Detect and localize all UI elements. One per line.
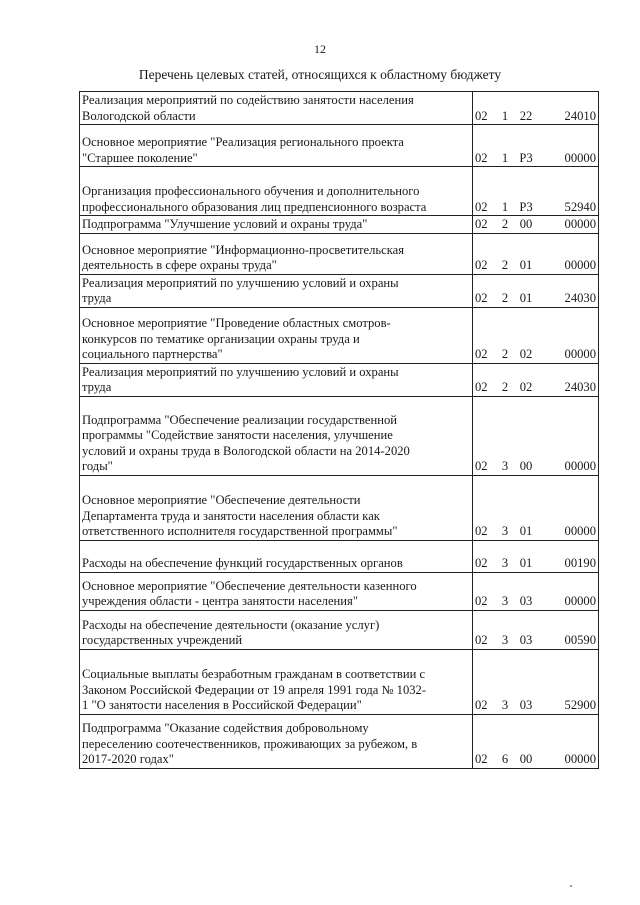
code-part-c3: 00 [519, 752, 533, 766]
code-part-c1: 02 [475, 347, 488, 361]
code-part-c1: 02 [475, 199, 488, 214]
article-code-cell [473, 125, 599, 167]
code-part-c4: 24010 [564, 108, 596, 123]
code-part-c4: 52900 [564, 698, 596, 712]
code-part-c4: 00000 [564, 752, 596, 766]
code-part-c1: 02 [475, 698, 488, 712]
table-row [80, 363, 599, 396]
article-code-cell [473, 610, 599, 649]
code-part-c1: 02 [475, 258, 488, 272]
article-name: Подпрограмма "Улучшение условий и охраны труда" [82, 217, 368, 231]
article-code [473, 459, 598, 475]
article-name-cell [80, 572, 473, 610]
table-row [80, 216, 599, 234]
code-part-c2: 3 [501, 594, 509, 608]
table-row [80, 396, 599, 475]
code-part-c2: 3 [501, 556, 509, 570]
article-name: Организация профессионального обучения и дополнительного профессионального образования лиц предпенсионного возраста [82, 184, 427, 214]
article-code [473, 524, 598, 540]
article-name-cell [80, 363, 473, 396]
table-row [80, 92, 599, 125]
article-code-cell [473, 363, 599, 396]
table-row [80, 274, 599, 307]
article-name: Подпрограмма "Оказание содействия добровольному переселению соотечественников, проживающих за рубежом, в 2017-2020 годах" [82, 721, 418, 766]
code-part-c4: 00590 [564, 633, 596, 647]
code-part-c2: 1 [501, 150, 509, 165]
code-part-c2: 3 [501, 698, 509, 712]
article-name: Реализация мероприятий по улучшению условий и охраны труда [82, 364, 399, 394]
table-row [80, 125, 599, 167]
code-part-c1: 02 [475, 556, 488, 570]
code-part-c4: 52940 [564, 199, 596, 214]
article-code [473, 633, 598, 649]
code-part-c3: 02 [519, 380, 533, 394]
table-row [80, 540, 599, 572]
table-body [80, 92, 599, 769]
article-code [473, 200, 598, 216]
table-row [80, 307, 599, 363]
code-part-c4: 24030 [564, 380, 596, 394]
code-part-c2: 2 [501, 380, 509, 394]
code-part-c3: 03 [519, 698, 533, 712]
code-part-c2: 3 [501, 524, 509, 538]
code-part-c3: 01 [519, 556, 533, 570]
article-code-cell [473, 307, 599, 363]
code-part-c2: 2 [501, 217, 509, 231]
page-number: 12 [314, 42, 326, 56]
code-part-c3: 22 [519, 108, 533, 123]
code-part-c4: 00000 [564, 459, 596, 473]
article-code-cell [473, 92, 599, 125]
article-code-cell [473, 714, 599, 768]
code-part-c1: 02 [475, 108, 488, 123]
article-name-cell [80, 274, 473, 307]
code-part-c1: 02 [475, 524, 488, 538]
article-name: Расходы на обеспечение функций государственных органов [82, 556, 403, 570]
article-code-cell [473, 475, 599, 540]
code-part-c3: P3 [519, 150, 533, 165]
article-name-cell [80, 610, 473, 649]
article-code-cell [473, 233, 599, 274]
code-part-c2: 2 [501, 291, 509, 305]
code-part-c4: 24030 [564, 291, 596, 305]
code-part-c1: 02 [475, 633, 488, 647]
table-row [80, 714, 599, 768]
table-row [80, 167, 599, 216]
code-part-c4: 00000 [564, 217, 596, 231]
table-row [80, 572, 599, 610]
code-part-c3: 00 [519, 217, 533, 231]
article-code [473, 594, 598, 610]
code-part-c2: 1 [501, 199, 509, 214]
code-part-c2: 3 [501, 633, 509, 647]
article-name-cell [80, 396, 473, 475]
code-part-c4: 00190 [564, 556, 596, 570]
table-row [80, 233, 599, 274]
article-code [473, 217, 598, 233]
code-part-c3: 01 [519, 291, 533, 305]
target-articles-table [79, 91, 599, 769]
article-code [473, 380, 598, 396]
article-name: Основное мероприятие "Информационно-просветительская деятельность в сфере охраны труда" [82, 242, 405, 272]
table-row [80, 610, 599, 649]
code-part-c4: 00000 [564, 594, 596, 608]
code-part-c3: 02 [519, 347, 533, 361]
code-part-c2: 6 [501, 752, 509, 766]
code-part-c3: P3 [519, 199, 533, 214]
article-name: Расходы на обеспечение деятельности (оказание услуг) государственных учреждений [82, 617, 380, 647]
article-code-cell [473, 274, 599, 307]
article-code-cell [473, 540, 599, 572]
article-name-cell [80, 233, 473, 274]
code-part-c3: 01 [519, 524, 533, 538]
article-name: Основное мероприятие "Обеспечение деятельности казенного учреждения области - центра занятости населения" [82, 578, 417, 608]
code-part-c3: 01 [519, 258, 533, 272]
code-part-c3: 03 [519, 633, 533, 647]
article-code [473, 347, 598, 363]
code-part-c3: 03 [519, 594, 533, 608]
article-name-cell [80, 475, 473, 540]
code-part-c1: 02 [475, 459, 488, 473]
article-name-cell [80, 649, 473, 714]
article-code [473, 258, 598, 274]
code-part-c1: 02 [475, 217, 488, 231]
code-part-c1: 02 [475, 291, 488, 305]
code-part-c2: 3 [501, 459, 509, 473]
article-code-cell [473, 572, 599, 610]
article-name-cell [80, 307, 473, 363]
code-part-c4: 00000 [564, 258, 596, 272]
code-part-c4: 00000 [564, 524, 596, 538]
article-code-cell [473, 649, 599, 714]
code-part-c4: 00000 [564, 347, 596, 361]
article-name-cell [80, 167, 473, 216]
article-code [473, 151, 598, 167]
article-name-cell [80, 125, 473, 167]
article-name: Социальные выплаты безработным гражданам в соответствии с Законом Российской Федерации от 19 апреля 1991 года № 1032- 1 "О занятости населения в Российской Федерации" [82, 667, 427, 712]
scan-speck [570, 885, 572, 887]
article-name: Реализация мероприятий по улучшению условий и охраны труда [82, 275, 399, 305]
article-name: Основное мероприятие "Проведение областных смотров- конкурсов по тематике организации охраны труда и социального партнерства" [82, 316, 391, 361]
article-name: Основное мероприятие "Обеспечение деятельности Департамента труда и занятости населения области как ответственного исполнителя государственной программы" [82, 493, 398, 538]
article-code [473, 752, 598, 768]
table-row [80, 649, 599, 714]
article-code [473, 698, 598, 714]
article-code-cell [473, 167, 599, 216]
article-name-cell [80, 540, 473, 572]
article-name-cell [80, 92, 473, 125]
article-name: Подпрограмма "Обеспечение реализации государственной программы "Содействие занятости населения, улучшение условий и охраны труда в Вологодской области на 2014-2020 годы" [82, 412, 410, 473]
article-name: Основное мероприятие "Реализация регионального проекта "Старшее поколение" [82, 135, 404, 165]
code-part-c2: 2 [501, 258, 509, 272]
article-code [473, 291, 598, 307]
article-name: Реализация мероприятий по содействию занятости населения Вологодской области [82, 93, 414, 123]
article-code [473, 109, 598, 125]
table-row [80, 475, 599, 540]
article-code-cell [473, 216, 599, 234]
article-code-cell [473, 396, 599, 475]
article-code [473, 556, 598, 572]
code-part-c4: 00000 [564, 150, 596, 165]
code-part-c1: 02 [475, 594, 488, 608]
code-part-c2: 2 [501, 347, 509, 361]
article-name-cell [80, 216, 473, 234]
document-title: Перечень целевых статей, относящихся к областному бюджету [138, 67, 502, 82]
code-part-c2: 1 [501, 108, 509, 123]
code-part-c1: 02 [475, 150, 488, 165]
code-part-c1: 02 [475, 380, 488, 394]
article-name-cell [80, 714, 473, 768]
code-part-c1: 02 [475, 752, 488, 766]
code-part-c3: 00 [519, 459, 533, 473]
